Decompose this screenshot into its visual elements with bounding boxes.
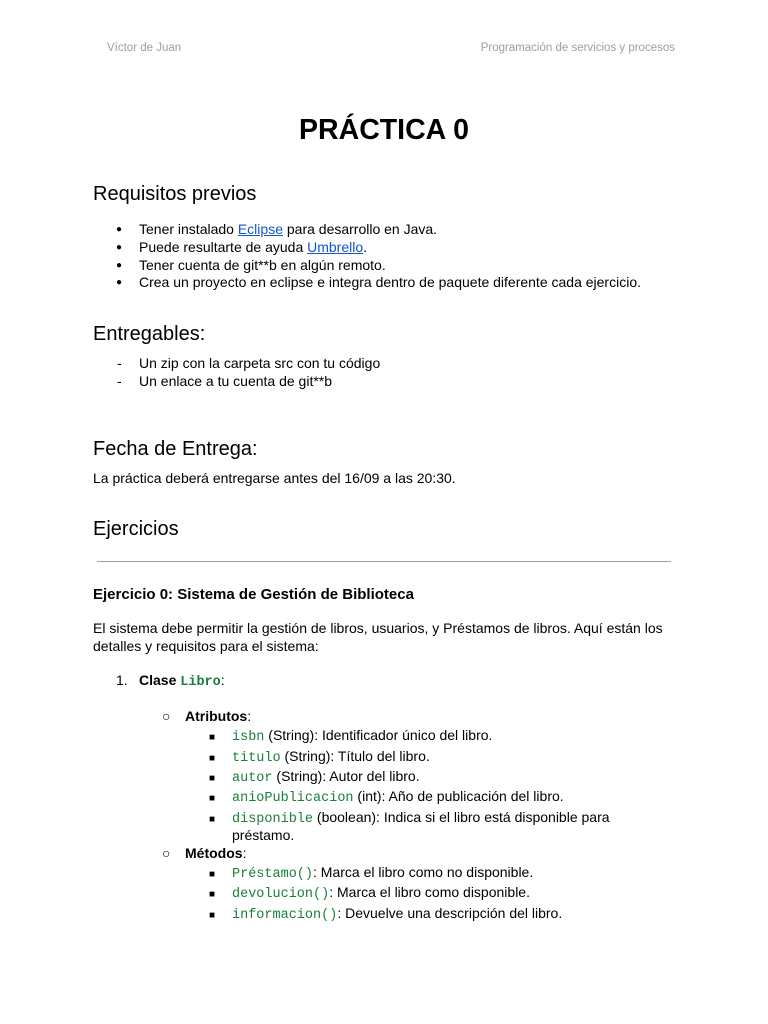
class-name: Libro	[180, 675, 221, 690]
square-bullet-icon: ■	[209, 753, 216, 764]
entregables-list	[93, 355, 380, 391]
square-bullet-icon: ■	[209, 793, 216, 804]
horizontal-divider	[97, 561, 671, 562]
section-heading-ejercicios: Ejercicios	[93, 518, 179, 540]
attribute-item: autor (String): Autor del libro.	[232, 768, 420, 786]
atributos-label: Atributos:	[185, 708, 252, 724]
attribute-item: disponible (boolean): Indica si el libro está disponible para	[232, 809, 610, 827]
exercise-intro-line-2: detalles y requisitos para el sistema:	[93, 638, 319, 654]
square-bullet-icon: ■	[209, 910, 216, 921]
square-bullet-icon: ■	[209, 814, 216, 825]
list-number: 1.	[116, 672, 128, 688]
exercise-intro-line-1: El sistema debe permitir la gestión de libros, usuarios, y Préstamos de libros. Aquí están los	[93, 620, 663, 636]
class-heading: Clase Libro:	[139, 672, 225, 690]
fecha-text: La práctica deberá entregarse antes del 16/09 a las 20:30.	[93, 470, 456, 486]
requisitos-list	[93, 221, 641, 292]
list-item: ● Tener instalado Eclipse para desarrollo en Java.	[93, 221, 641, 239]
list-item: - Un enlace a tu cuenta de git**b	[93, 373, 380, 391]
list-item: ● Puede resultarte de ayuda Umbrello.	[93, 239, 641, 257]
square-bullet-icon: ■	[209, 869, 216, 880]
method-item: Préstamo(): Marca el libro como no disponible.	[232, 864, 534, 882]
square-bullet-icon: ■	[209, 732, 216, 743]
attribute-item-continuation: préstamo.	[232, 827, 295, 843]
section-heading-requisitos: Requisitos previos	[93, 183, 257, 205]
attribute-item: anioPublicacion (int): Año de publicación del libro.	[232, 788, 564, 806]
umbrello-link[interactable]: Umbrello	[307, 238, 364, 255]
page-title: PRÁCTICA 0	[299, 114, 469, 146]
square-bullet-icon: ■	[209, 889, 216, 900]
section-heading-entregables: Entregables:	[93, 323, 206, 345]
circle-bullet-icon: ○	[162, 845, 171, 861]
metodos-label: Métodos:	[185, 845, 247, 861]
attribute-item: titulo (String): Título del libro.	[232, 748, 430, 766]
eclipse-link[interactable]: Eclipse	[237, 221, 283, 237]
list-item: ● Tener cuenta de git**b en algún remoto.	[93, 257, 641, 275]
square-bullet-icon: ■	[209, 773, 216, 784]
method-item: informacion(): Devuelve una descripción del libro.	[232, 905, 563, 923]
section-heading-fecha: Fecha de Entrega:	[93, 438, 258, 460]
circle-bullet-icon: ○	[162, 708, 171, 724]
list-item: ● Crea un proyecto en eclipse e integra dentro de paquete diferente cada ejercicio.	[93, 274, 641, 292]
list-item: - Un zip con la carpeta src con tu código	[93, 355, 380, 373]
header-course: Programación de servicios y procesos	[480, 42, 675, 54]
method-item: devolucion(): Marca el libro como disponible.	[232, 884, 530, 902]
attribute-item: isbn (String): Identificador único del libro.	[232, 727, 493, 745]
exercise-title: Ejercicio 0: Sistema de Gestión de Biblioteca	[93, 586, 414, 603]
header-author: Víctor de Juan	[107, 42, 182, 54]
